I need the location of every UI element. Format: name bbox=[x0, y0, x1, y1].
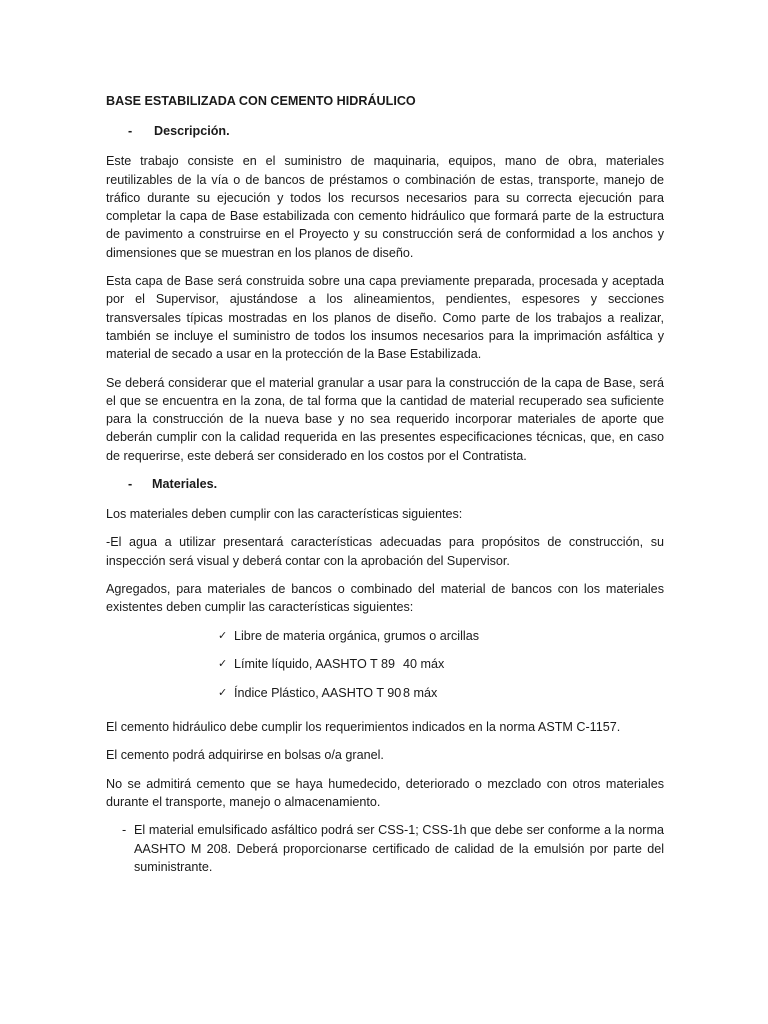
paragraph-8: El cemento podrá adquirirse en bolsas o/a granel. bbox=[106, 748, 384, 763]
checklist-item-text: Libre de materia orgánica, grumos o arcillas bbox=[234, 628, 479, 643]
checklist-item bbox=[106, 655, 664, 684]
paragraph-7: El cemento hidráulico debe cumplir los requerimientos indicados en la norma ASTM C-1157. bbox=[106, 720, 621, 735]
paragraph-3: Se deberá considerar que el material granular a usar para la construcción de la capa de Base, será el que se encuentra en la zona, de tal forma que la cantidad de material recuperado sea suficiente para la construcción de la nueva base y no sea requerido incorporar materiales de aporte que deberán cumplir con la calidad requerida en las presentes especificaciones técnicas, que, en caso de requerirse, este deberá ser considerado en los costos por el Contratista. bbox=[106, 375, 664, 463]
checklist-item bbox=[106, 684, 664, 713]
paragraph-9: No se admitirá cemento que se haya humedecido, deteriorado o mezclado con otros materiales durante el transporte, manejo o almacenamiento. bbox=[106, 776, 664, 809]
checklist-item bbox=[106, 627, 664, 656]
dash-list-item-text: El material emulsificado asfáltico podrá ser CSS-1; CSS-1h que debe ser conforme a la norma AASHTO M 208. Deberá proporcionarse certificado de calidad de la emulsión por parte del suministrante. bbox=[134, 823, 664, 874]
paragraph-5: -El agua a utilizar presentará características adecuadas para propósitos de construcción, su inspección será visual y deberá contar con la aprobación del Supervisor. bbox=[106, 535, 664, 568]
paragraph-6: Agregados, para materiales de bancos o combinado del material de bancos con los materiales existentes deben cumplir las características siguientes: bbox=[106, 581, 664, 615]
requirements-checklist bbox=[106, 627, 664, 713]
checklist-item-value: 40 máx bbox=[403, 657, 445, 672]
paragraph-2: Esta capa de Base será construida sobre una capa previamente preparada, procesada y aceptada por el Supervisor, ajustándose a los alineamientos, pendientes, espesores y secciones transversales típicas mostradas en los planos de diseño. Como parte de los trabajos a realizar, también se incluye el suministro de todos los insumos necesarios para la imprimación asfáltica y material de secado a usar en la protección de la Base Estabilizada. bbox=[106, 274, 664, 362]
paragraph-1: Este trabajo consiste en el suministro de maquinaria, equipos, mano de obra, materiales reutilizables de la vía o de bancos de préstamos o combinación de estas, transporte, manejo de tráfico durante su ejecución y todos los recursos necesarios para su correcta ejecución para completar la capa de Base estabilizada con cemento hidráulico que formará parte de la estructura de pavimento a construirse en el Proyecto y su construcción será de conformidad a los anchos y dimensiones que se muestran en los planos de diseño. bbox=[106, 154, 664, 260]
dash-list-item bbox=[106, 821, 664, 876]
checkmark-icon: ✓ bbox=[218, 686, 228, 699]
section-bullet: - bbox=[128, 124, 133, 139]
section-heading-text: Descripción. bbox=[154, 124, 230, 139]
paragraph-4: Los materiales deben cumplir con las características siguientes: bbox=[106, 507, 463, 522]
checklist-item-text: Límite líquido, AASHTO T 89 bbox=[234, 657, 396, 672]
document-title: BASE ESTABILIZADA CON CEMENTO HIDRÁULICO bbox=[106, 94, 416, 108]
checkmark-icon: ✓ bbox=[218, 629, 228, 642]
section-bullet: - bbox=[128, 477, 133, 492]
section-heading-text: Materiales. bbox=[152, 477, 218, 492]
checklist-item-text: Índice Plástico, AASHTO T 90 bbox=[234, 685, 402, 700]
list-bullet: - bbox=[122, 823, 127, 838]
checkmark-icon: ✓ bbox=[218, 658, 228, 671]
checklist-item-value: 8 máx bbox=[403, 685, 438, 700]
section-heading-descripcion bbox=[106, 122, 664, 140]
section-heading-materiales bbox=[106, 475, 664, 493]
